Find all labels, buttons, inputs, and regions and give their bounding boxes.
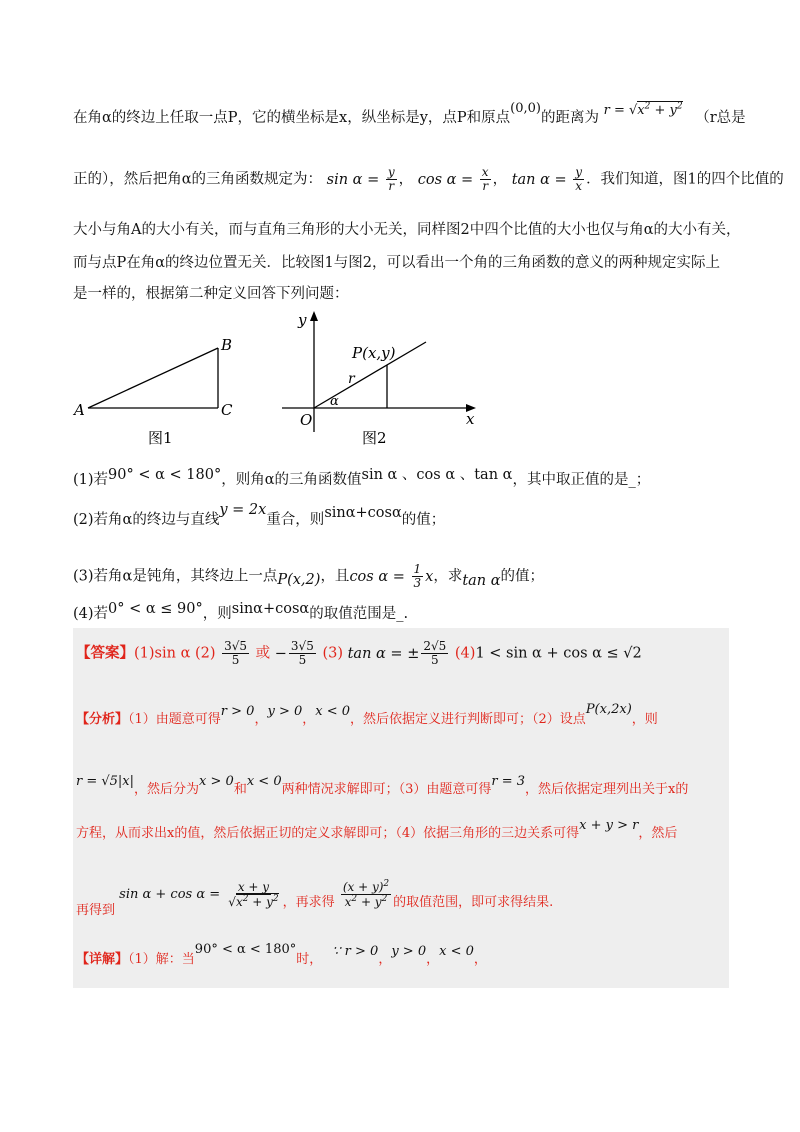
q3-point: P(x,2) bbox=[277, 571, 321, 588]
analysis-line-2: r = √5|x|，然后分为x > 0和x < 0两种情况求解即可；（3）由题意可得r = 3，然后依据定理列出关于x的 bbox=[76, 774, 689, 797]
intro-line-2: 正的），然后把角α的三角函数规定为： sin α = $\frac{y}{r}$ ， cos α = $\frac{x}{r}$ ， tan α = $\frac{y}{x}$ ．我们知道，图1的四个比值的 bbox=[73, 165, 784, 194]
alpha-label: α bbox=[330, 394, 339, 409]
question-2: (2)若角α的终边与直线y = 2x重合，则sinα+cosα的值； bbox=[73, 502, 446, 528]
question-4: (4)若0° < α ≤ 90°，则sinα+cosα的取值范围是_. bbox=[73, 601, 409, 622]
q3-cos: cos α = $\frac{1}{3}$ x bbox=[349, 562, 434, 591]
sin-definition: sin α = $\frac{y}{r}$ bbox=[326, 165, 395, 194]
detail-line: 【详解】（1）解：当90° < α < 180°时，∵ r > 0，y > 0，x < 0， bbox=[76, 942, 487, 967]
r-label: r bbox=[348, 371, 355, 387]
question-3: (3)若角α是钝角，其终边上一点P(x,2)，且cos α = $\frac{1}{3}$ x，求tan α的值； bbox=[73, 562, 545, 591]
x-axis-label: x bbox=[466, 410, 475, 428]
q4-condition: 0° < α ≤ 90° bbox=[108, 601, 203, 617]
figure-2-caption: 图2 bbox=[362, 429, 387, 447]
analysis-square-expr: $\frac{(x + y)^2}{x^2 + y^2}$ bbox=[342, 879, 390, 910]
analysis-line-4: 再得到 sin α + cos α = $\frac{x + y}{√x^2 + y^2}$ ，再求得 $\frac{(x + y)^2}{x^2 + y^2}$ 的取值范围，即可求得结果. bbox=[76, 879, 554, 919]
q2-expression: sinα+cosα bbox=[324, 505, 402, 521]
origin-label: O bbox=[300, 411, 313, 429]
answer-part-4: (4) bbox=[454, 645, 476, 662]
intro-text: 正的），然后把角α的三角函数规定为： bbox=[73, 171, 323, 188]
answer-value-3: tan α = ± $\frac{2√5}{5}$ bbox=[347, 639, 447, 668]
intro-line-5: 是一样的，根据第二种定义回答下列问题： bbox=[73, 286, 349, 302]
answer-value-2a: $\frac{3√5}{5}$ bbox=[224, 639, 248, 668]
answer-part-3: (3) bbox=[322, 645, 343, 662]
vertex-a-label: A bbox=[74, 401, 85, 419]
tan-definition: tan α = $\frac{y}{x}$ bbox=[511, 165, 583, 194]
analysis-line-3: 方程，从而求出x的值，然后依据正切的定义求解即可；（4）依据三角形的三边关系可得x + y > r，然后 bbox=[76, 818, 678, 841]
solution-box bbox=[73, 628, 729, 988]
intro-line-4: 而与点P在角α的终边位置无关．比较图1与图2，可以看出一个角的三角函数的意义的两种规定实际上 bbox=[73, 255, 720, 271]
question-1: (1)若90° < α < 180°，则角α的三角函数值sin α 、cos α 、tan α，其中取正值的是_； bbox=[73, 467, 651, 488]
vertex-c-label: C bbox=[221, 401, 233, 419]
q2-line: y = 2x bbox=[219, 502, 267, 518]
answer-value-2b: − $\frac{3√5}{5}$ bbox=[274, 639, 314, 668]
intro-text: 在角α的终边上任取一点P，它的横坐标是x，纵坐标是y，点P和原点 bbox=[73, 110, 511, 126]
intro-text: （r总是 bbox=[695, 110, 746, 126]
q4-expression: sinα+cosα bbox=[231, 601, 310, 617]
figure-1 bbox=[72, 336, 233, 447]
answer-line: 【答案】(1)sin α (2) $\frac{3√5}{5}$ 或 − $\frac{3√5}{5}$ (3) tan α = ± $\frac{2√5}{5}$ (4)1 < sin α + cos α ≤ √2 bbox=[76, 639, 642, 668]
figure-2 bbox=[282, 311, 476, 447]
cos-definition: cos α = $\frac{x}{r}$ bbox=[417, 165, 489, 194]
answer-tag: 【答案】 bbox=[76, 644, 134, 662]
q1-functions: sin α 、cos α 、tan α bbox=[361, 467, 513, 483]
point-p-label: P(x,y) bbox=[352, 344, 396, 362]
figure-1-caption: 图1 bbox=[148, 429, 173, 447]
intro-text: ．我们知道，图1的四个比值的 bbox=[586, 171, 784, 188]
intro-line-1 bbox=[73, 101, 746, 127]
answer-value-4: 1 < sin α + cos α ≤ √2 bbox=[475, 645, 642, 662]
detail-tag: 【详解】 bbox=[76, 952, 129, 967]
answer-part-2: (2) bbox=[194, 645, 216, 662]
origin-point: (0,0) bbox=[510, 101, 541, 116]
analysis-sum-expr: sin α + cos α = $\frac{x + y}{√x^2 + y^2}$ bbox=[119, 879, 279, 909]
q3-tan: tan α bbox=[462, 572, 501, 589]
analysis-tag: 【分析】 bbox=[76, 712, 129, 727]
figures bbox=[60, 305, 500, 455]
intro-text: 的距离为 bbox=[541, 110, 599, 126]
r-definition: $r = √x^2 + y^2$ bbox=[603, 101, 683, 118]
answer-part-1: (1)sin α bbox=[134, 645, 191, 662]
intro-line-3: 大小与角A的大小有关，而与直角三角形的大小无关，同样图2中四个比值的大小也仅与角α的大小有关， bbox=[73, 222, 741, 238]
q1-condition: 90° < α < 180° bbox=[108, 467, 222, 483]
analysis-line-1: 【分析】（1）由题意可得r > 0，y > 0，x < 0，然后依据定义进行判断即可；（2）设点P(x,2x)，则 bbox=[76, 702, 658, 727]
y-axis-label: y bbox=[298, 311, 307, 329]
vertex-b-label: B bbox=[221, 336, 233, 354]
